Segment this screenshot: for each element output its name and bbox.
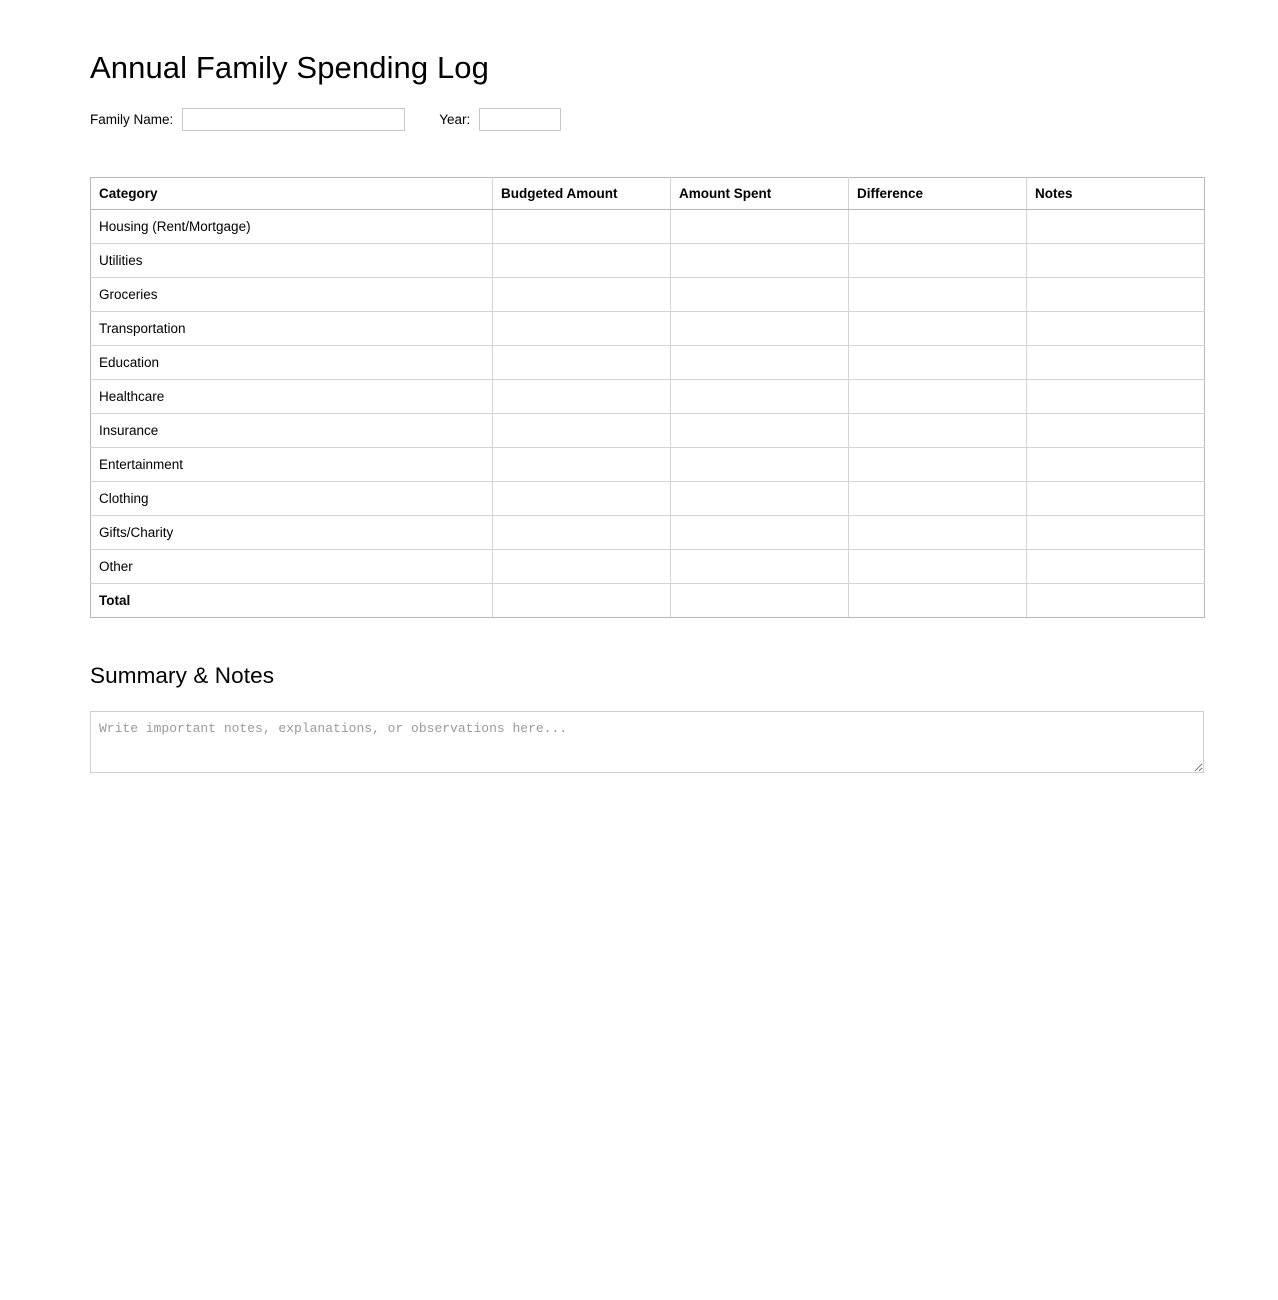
table-row bbox=[91, 379, 1205, 413]
cell-notes[interactable] bbox=[1027, 515, 1205, 549]
cell-category: Utilities bbox=[91, 243, 493, 277]
column-header-difference: Difference bbox=[849, 177, 1027, 209]
cell-notes[interactable] bbox=[1027, 209, 1205, 243]
cell-amount-spent[interactable] bbox=[671, 379, 849, 413]
column-header-category: Category bbox=[91, 177, 493, 209]
table-row bbox=[91, 447, 1205, 481]
cell-budgeted-amount[interactable] bbox=[493, 243, 671, 277]
meta-fields-row bbox=[90, 108, 1196, 132]
cell-amount-spent[interactable] bbox=[671, 413, 849, 447]
cell-category: Education bbox=[91, 345, 493, 379]
table-body bbox=[91, 209, 1205, 617]
cell-budgeted-amount[interactable] bbox=[493, 277, 671, 311]
cell-category: Housing (Rent/Mortgage) bbox=[91, 209, 493, 243]
column-header-budgeted-amount: Budgeted Amount bbox=[493, 177, 671, 209]
page-title: Annual Family Spending Log bbox=[90, 50, 489, 85]
cell-budgeted-amount[interactable] bbox=[493, 515, 671, 549]
spending-table bbox=[90, 177, 1205, 618]
cell-difference[interactable] bbox=[849, 447, 1027, 481]
cell-budgeted-amount[interactable] bbox=[493, 209, 671, 243]
summary-section-heading: Summary & Notes bbox=[90, 662, 275, 688]
cell-difference[interactable] bbox=[849, 277, 1027, 311]
cell-difference[interactable] bbox=[849, 209, 1027, 243]
table-header-row bbox=[91, 177, 1205, 209]
cell-notes[interactable] bbox=[1027, 413, 1205, 447]
cell-budgeted-amount[interactable] bbox=[493, 549, 671, 583]
cell-notes[interactable] bbox=[1027, 277, 1205, 311]
table-row bbox=[91, 413, 1205, 447]
summary-notes-textarea[interactable] bbox=[90, 711, 1204, 773]
cell-notes[interactable] bbox=[1027, 481, 1205, 515]
family-name-field-group bbox=[90, 108, 405, 131]
cell-notes[interactable] bbox=[1027, 311, 1205, 345]
cell-notes[interactable] bbox=[1027, 345, 1205, 379]
cell-difference[interactable] bbox=[849, 549, 1027, 583]
cell-amount-spent[interactable] bbox=[671, 583, 849, 617]
table-row bbox=[91, 311, 1205, 345]
table-row bbox=[91, 209, 1205, 243]
cell-difference[interactable] bbox=[849, 583, 1027, 617]
table-row bbox=[91, 549, 1205, 583]
column-header-amount-spent: Amount Spent bbox=[671, 177, 849, 209]
cell-notes[interactable] bbox=[1027, 379, 1205, 413]
cell-amount-spent[interactable] bbox=[671, 277, 849, 311]
cell-amount-spent[interactable] bbox=[671, 515, 849, 549]
table-row bbox=[91, 481, 1205, 515]
cell-budgeted-amount[interactable] bbox=[493, 481, 671, 515]
cell-budgeted-amount[interactable] bbox=[493, 413, 671, 447]
year-input[interactable] bbox=[479, 108, 561, 131]
cell-budgeted-amount[interactable] bbox=[493, 379, 671, 413]
cell-budgeted-amount[interactable] bbox=[493, 447, 671, 481]
cell-notes[interactable] bbox=[1027, 583, 1205, 617]
cell-difference[interactable] bbox=[849, 413, 1027, 447]
year-field-group bbox=[439, 108, 561, 131]
cell-difference[interactable] bbox=[849, 243, 1027, 277]
table-header bbox=[91, 177, 1205, 209]
cell-category: Total bbox=[91, 583, 493, 617]
family-name-input[interactable] bbox=[182, 108, 405, 131]
cell-difference[interactable] bbox=[849, 379, 1027, 413]
cell-category: Other bbox=[91, 549, 493, 583]
year-label: Year: bbox=[439, 112, 471, 128]
spending-table-wrapper bbox=[90, 177, 1196, 618]
column-header-notes: Notes bbox=[1027, 177, 1205, 209]
table-total-row bbox=[91, 583, 1205, 617]
cell-amount-spent[interactable] bbox=[671, 243, 849, 277]
cell-notes[interactable] bbox=[1027, 549, 1205, 583]
cell-category: Groceries bbox=[91, 277, 493, 311]
cell-budgeted-amount[interactable] bbox=[493, 345, 671, 379]
cell-amount-spent[interactable] bbox=[671, 481, 849, 515]
cell-amount-spent[interactable] bbox=[671, 549, 849, 583]
cell-category: Healthcare bbox=[91, 379, 493, 413]
cell-difference[interactable] bbox=[849, 345, 1027, 379]
cell-category: Transportation bbox=[91, 311, 493, 345]
cell-category: Gifts/Charity bbox=[91, 515, 493, 549]
cell-notes[interactable] bbox=[1027, 447, 1205, 481]
table-row bbox=[91, 345, 1205, 379]
table-row bbox=[91, 515, 1205, 549]
cell-amount-spent[interactable] bbox=[671, 345, 849, 379]
cell-category: Entertainment bbox=[91, 447, 493, 481]
cell-difference[interactable] bbox=[849, 515, 1027, 549]
cell-difference[interactable] bbox=[849, 311, 1027, 345]
cell-category: Clothing bbox=[91, 481, 493, 515]
cell-category: Insurance bbox=[91, 413, 493, 447]
cell-amount-spent[interactable] bbox=[671, 447, 849, 481]
table-row bbox=[91, 277, 1205, 311]
cell-budgeted-amount[interactable] bbox=[493, 311, 671, 345]
cell-difference[interactable] bbox=[849, 481, 1027, 515]
cell-amount-spent[interactable] bbox=[671, 311, 849, 345]
table-row bbox=[91, 243, 1205, 277]
cell-notes[interactable] bbox=[1027, 243, 1205, 277]
cell-amount-spent[interactable] bbox=[671, 209, 849, 243]
family-name-label: Family Name: bbox=[90, 112, 174, 128]
cell-budgeted-amount[interactable] bbox=[493, 583, 671, 617]
